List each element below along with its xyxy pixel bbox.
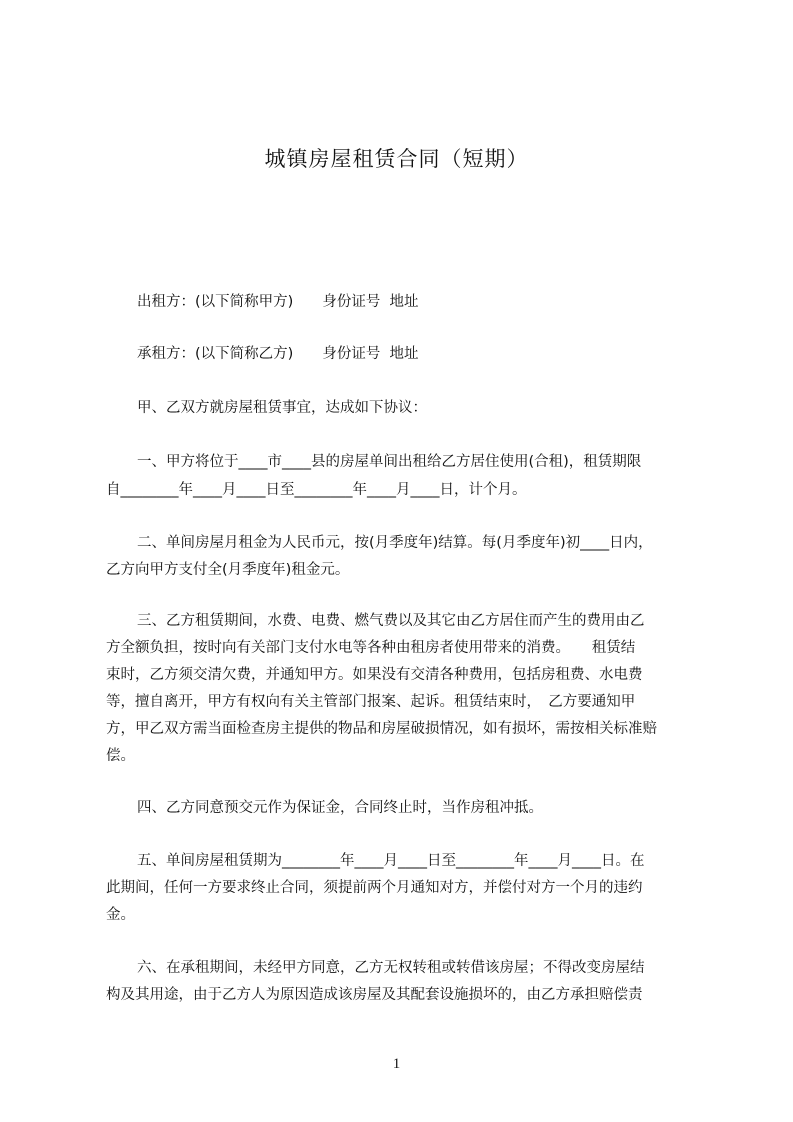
clause-line: 自________年____月____日至________年____月____日，计个月。 bbox=[106, 482, 527, 498]
page-number: 1 bbox=[392, 1056, 401, 1072]
page-title: 城镇房屋租赁合同（短期） bbox=[264, 147, 529, 171]
clause-line: 构及其用途，由于乙方人为原因造成该房屋及其配套设施损坏的，由乙方承担赔偿责 bbox=[106, 987, 643, 1003]
clause-line: 此期间，任何一方要求终止合同，须提前两个月通知对方，并偿付对方一个月的违约 bbox=[106, 880, 643, 896]
clause-line: 方全额负担，按时向有关部门支付水电等各种由租房者使用带来的消费。 租赁结 bbox=[106, 640, 636, 656]
lessor-line: 出租方：(以下简称甲方) 身份证号 地址 bbox=[137, 294, 419, 310]
clause-line: 一、甲方将位于____市____县的房屋单间出租给乙方居住使用(合租)，租赁期限 bbox=[137, 454, 642, 470]
clause-line: 六、在承租期间，未经甲方同意，乙方无权转租或转借该房屋；不得改变房屋结 bbox=[137, 960, 645, 976]
clause-line: 金。 bbox=[106, 907, 135, 923]
clause-line: 束时，乙方须交清欠费，并通知甲方。如果没有交清各种费用，包括房租费、水电费 bbox=[106, 667, 643, 683]
clause-line: 二、单间房屋月租金为人民币元，按(月季度年)结算。每(月季度年)初____日内， bbox=[137, 535, 653, 551]
intro-line: 甲、乙双方就房屋租赁事宜，达成如下协议： bbox=[137, 400, 427, 416]
clause-line: 偿。 bbox=[106, 748, 135, 764]
clause-line: 方，甲乙双方需当面检查房主提供的物品和房屋破损情况，如有损坏，需按相关标准赔 bbox=[106, 721, 657, 737]
clause-line: 等，擅自离开，甲方有权向有关主管部门报案、起诉。租赁结束时， 乙方要通知甲 bbox=[106, 694, 636, 710]
clause-line: 五、单间房屋租赁期为________年____月____日至________年____月____日。在 bbox=[137, 853, 645, 869]
clause-line: 三、乙方租赁期间，水费、电费、燃气费以及其它由乙方居住而产生的费用由乙 bbox=[137, 613, 645, 629]
clause-line: 四、乙方同意预交元作为保证金，合同终止时，当作房租冲抵。 bbox=[137, 800, 543, 816]
clause-line: 乙方向甲方支付全(月季度年)租金元。 bbox=[106, 562, 350, 578]
lessee-line: 承租方：(以下简称乙方) 身份证号 地址 bbox=[137, 346, 419, 362]
